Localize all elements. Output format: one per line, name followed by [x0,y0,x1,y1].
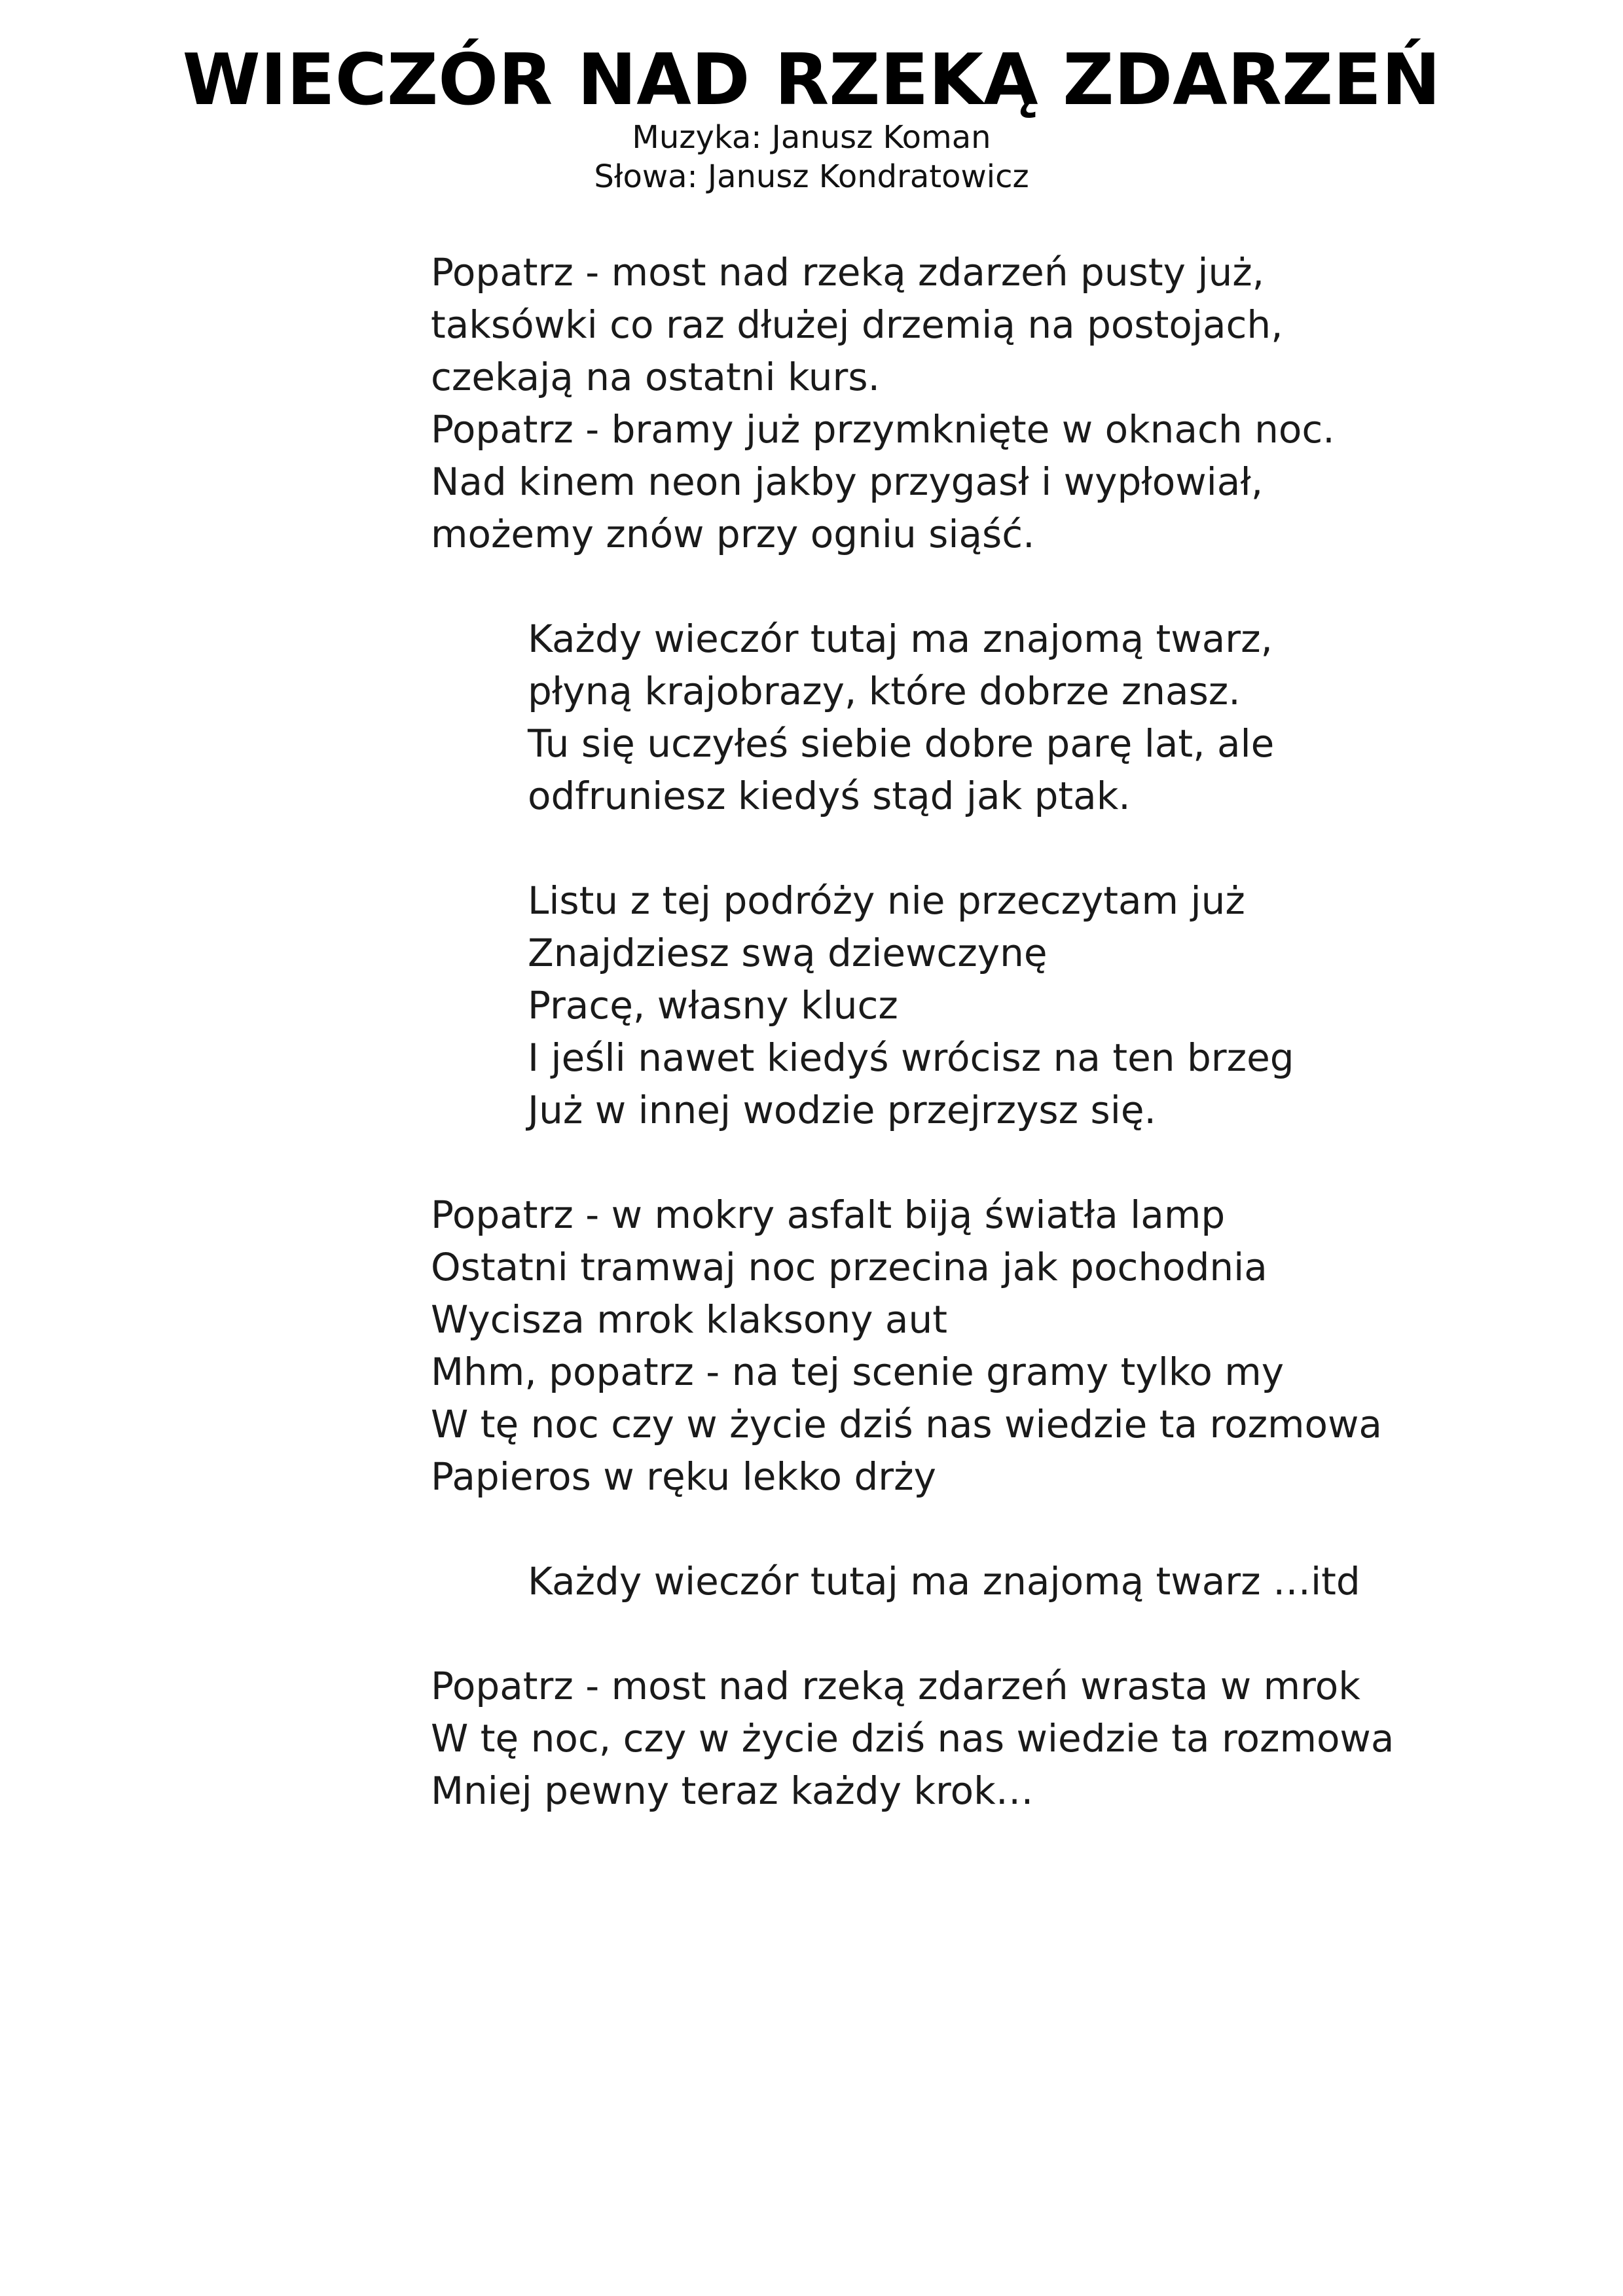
lyric-line: odfruniesz kiedyś stąd jak ptak. [528,774,1131,818]
lyric-line: taksówki co raz dłużej drzemią na postojach, [431,302,1283,347]
verse-stanza [431,1189,1544,1503]
verse-stanza [431,246,1544,560]
lyric-line: Tu się uczyłeś siebie dobre parę lat, ale [528,721,1275,766]
chorus-stanza [431,613,1544,822]
lyric-line: możemy znów przy ogniu siąść. [431,512,1035,556]
lyric-line: W tę noc, czy w życie dziś nas wiedzie ta rozmowa [431,1716,1395,1761]
lyric-line: Popatrz - w mokry asfalt biją światła lamp [431,1193,1226,1237]
lyric-line: czekają na ostatni kurs. [431,355,881,399]
lyric-line: Nad kinem neon jakby przygasł i wypłowiał, [431,459,1264,504]
lyrics-body [431,246,1544,1869]
lyric-line: Każdy wieczór tutaj ma znajomą twarz, [528,617,1273,661]
lyric-line: płyną krajobrazy, które dobrze znasz. [528,669,1241,713]
lyrics-credit: Słowa: Janusz Kondratowicz [594,158,1029,195]
lyric-line: Papieros w ręku lekko drży [431,1454,936,1499]
chorus-stanza [431,1555,1544,1607]
lyric-line: Znajdziesz swą dziewczynę [528,931,1048,975]
lyric-line: W tę noc czy w życie dziś nas wiedzie ta rozmowa [431,1402,1382,1446]
lyric-line: Mhm, popatrz - na tej scenie gramy tylko my [431,1350,1285,1394]
lyric-line: Każdy wieczór tutaj ma znajomą twarz …itd [528,1559,1360,1604]
lyric-line: Popatrz - most nad rzeką zdarzeń pusty już, [431,250,1265,295]
lyric-line: Wycisza mrok klaksony aut [431,1297,947,1342]
lyric-line: Ostatni tramwaj noc przecina jak pochodnia [431,1245,1267,1289]
lyric-line: Mniej pewny teraz każdy krok… [431,1768,1034,1813]
chorus-stanza [431,874,1544,1136]
lyric-line: Popatrz - bramy już przymknięte w oknach noc. [431,407,1335,452]
lyric-line: Listu z tej podróży nie przeczytam już [528,878,1245,923]
lyric-line: Już w innej wodzie przejrzysz się. [528,1088,1156,1132]
music-credit: Muzyka: Janusz Koman [632,119,991,156]
verse-stanza [431,1660,1544,1817]
lyric-line: I jeśli nawet kiedyś wrócisz na ten brzeg [528,1035,1294,1080]
lyric-line: Pracę, własny klucz [528,983,898,1028]
song-title: WIECZÓR NAD RZEKĄ ZDARZEŃ [182,39,1441,121]
lyric-line: Popatrz - most nad rzeką zdarzeń wrasta w mrok [431,1664,1360,1708]
